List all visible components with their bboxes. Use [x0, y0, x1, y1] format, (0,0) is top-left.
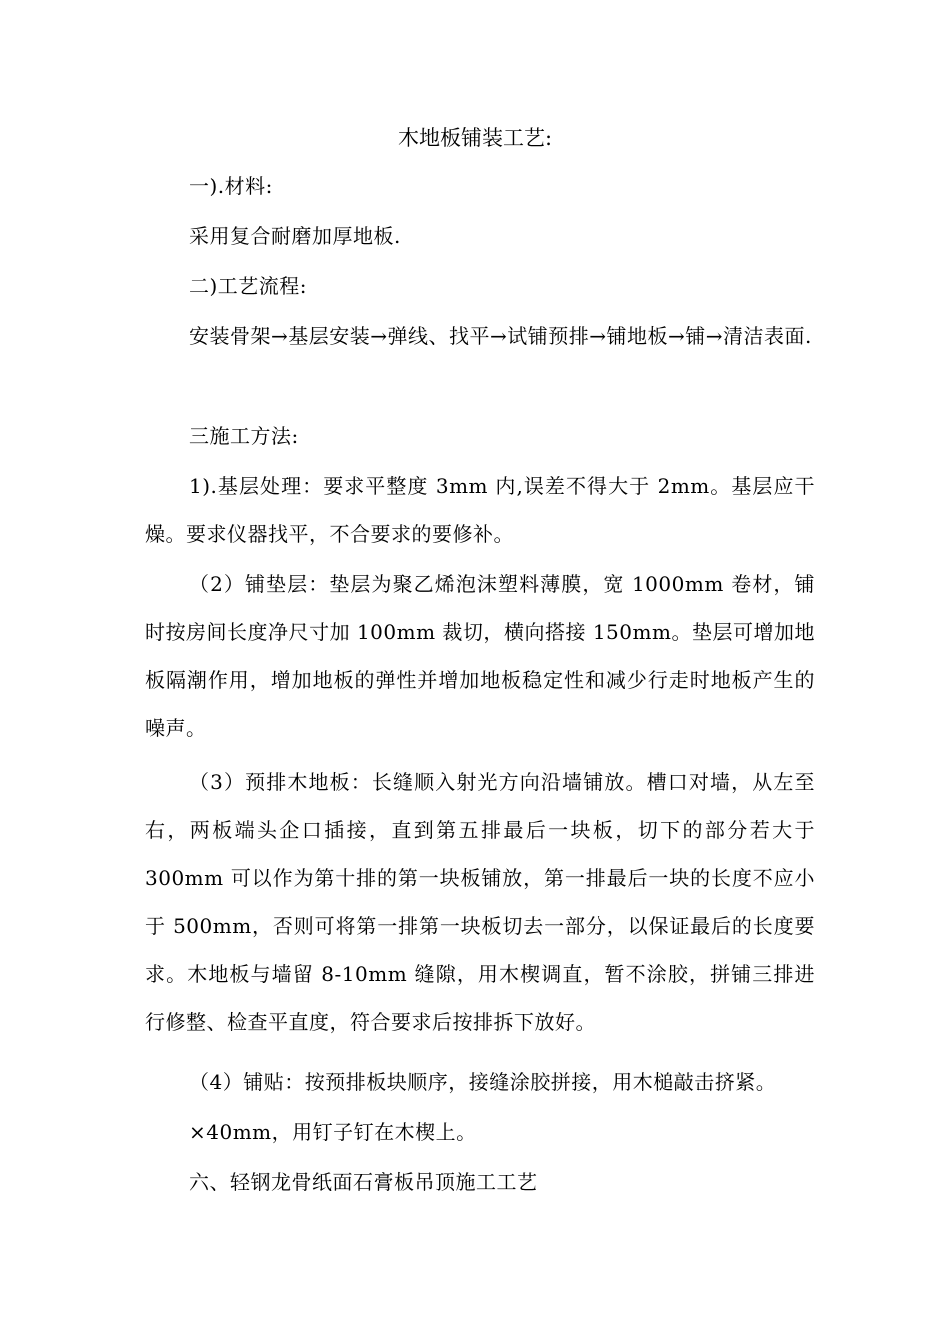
- process-flow-text: 安装骨架→基层安装→弹线、找平→试铺预排→铺地板→铺→清洁表面.: [189, 324, 812, 348]
- installation-paragraph: （4）铺贴：按预排板块顺序，接缝涂胶拼接，用木槌敲击挤紧。: [189, 1070, 777, 1094]
- base-treatment-paragraph: 1).基层处理：要求平整度 3mm 内,误差不得大于 2mm。基层应干燥。要求仪器找平，不合要求的要修补。: [145, 474, 815, 546]
- section-method-heading: 三施工方法:: [189, 424, 299, 448]
- section-process-heading: 二)工艺流程:: [189, 274, 308, 298]
- pre-layout-paragraph: （3）预排木地板：长缝顺入射光方向沿墙铺放。槽口对墙，从左至右，两板端头企口插接，直到第五排最后一块板，切下的部分若大于 300mm 可以作为第十排的第一块板铺放，第一排最后一块的长度不应小于 500mm，否则可将第一排第一块板切去一部分，以保证最后的长度要求。木地板与墙留 8-10mm 缝隙，用木楔调直，暂不涂胶，拼铺三排进行修整、检查平直度，符合要求后按排拆下放好。: [145, 770, 815, 1034]
- section-ceiling-heading: 六、轻钢龙骨纸面石膏板吊顶施工工艺: [189, 1170, 538, 1194]
- nail-fixing-text: ×40mm，用钉子钉在木楔上。: [189, 1120, 477, 1144]
- section-materials-heading: 一).材料:: [189, 174, 273, 198]
- materials-text: 采用复合耐磨加厚地板.: [189, 224, 401, 248]
- underlay-paragraph: （2）铺垫层：垫层为聚乙烯泡沫塑料薄膜，宽 1000mm 卷材，铺时按房间长度净尺寸加 100mm 裁切，横向搭接 150mm。垫层可增加地板隔潮作用，增加地板的弹性并增加地板稳定性和减少行走时地板产生的噪声。: [145, 572, 815, 740]
- document-title: 木地板铺装工艺:: [397, 126, 553, 150]
